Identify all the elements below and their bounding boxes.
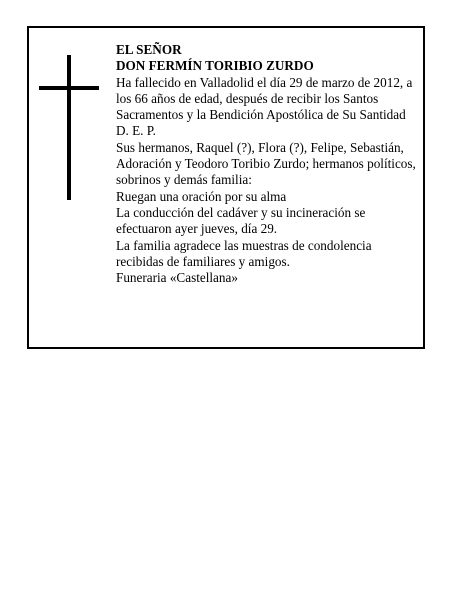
notice-paragraph-prayer: Ruegan una oración por su alma <box>116 188 287 204</box>
notice-paragraph-funeral: La conducción del cadáver y su incineración se efectuaron ayer jueves, día 29. <box>116 204 366 237</box>
obituary-notice <box>27 26 425 349</box>
notice-paragraph-dep: D. E. P. <box>116 123 156 139</box>
notice-paragraph-family: Sus hermanos, Raquel (?), Flora (?), Felipe, Sebastián, Adoración y Teodoro Toribio Zurdo; hermanos políticos, sobrinos y demás familia: <box>116 139 416 188</box>
notice-title-line2: DON FERMÍN TORIBIO ZURDO <box>116 58 314 74</box>
notice-paragraph-death: Ha fallecido en Valladolid el día 29 de marzo de 2012, a los 66 años de edad, después de recibir los Santos Sacramentos y la Bendición Apostólica de Su Santidad <box>116 74 413 123</box>
cross-icon <box>39 55 99 200</box>
notice-paragraph-funeral-home: Funeraria «Castellana» <box>116 270 238 286</box>
notice-paragraph-thanks: La familia agradece las muestras de condolencia recibidas de familiares y amigos. <box>116 237 372 269</box>
notice-title-line1: EL SEÑOR <box>116 42 182 57</box>
notice-text <box>116 42 421 286</box>
